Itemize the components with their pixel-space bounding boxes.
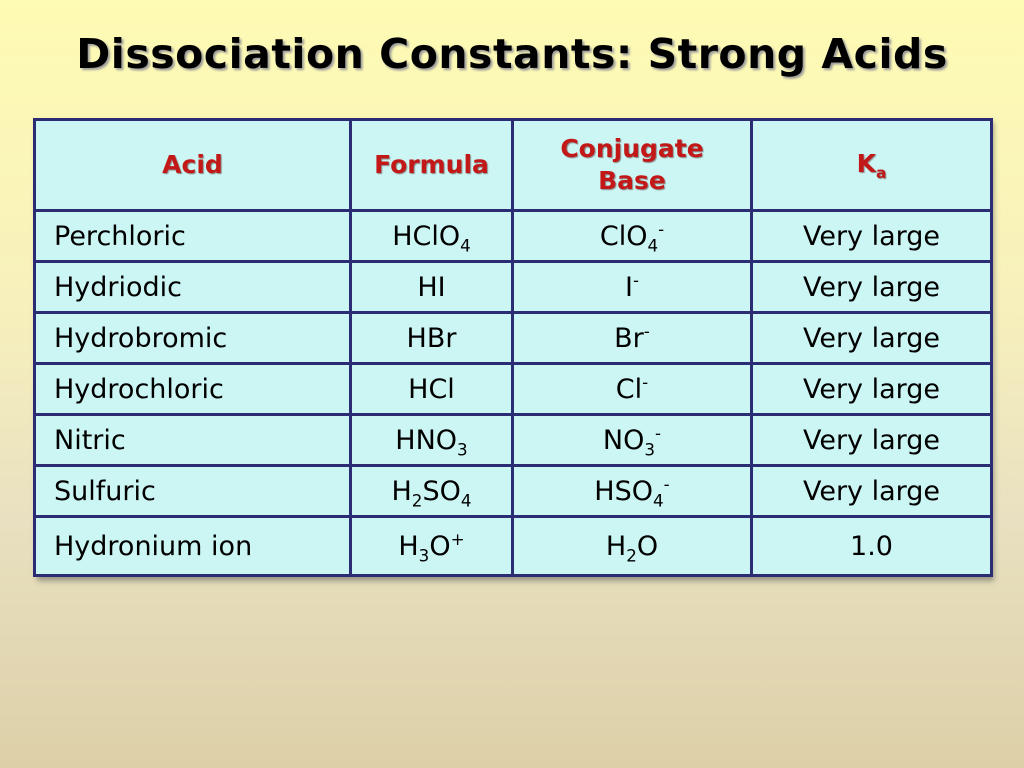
header-ka — [752, 120, 992, 211]
base-segment: HSO — [594, 475, 653, 507]
formula-segment: + — [450, 528, 465, 549]
ka-cell: Very large — [752, 313, 992, 364]
formula-segment: 2 — [411, 489, 423, 510]
header-conjugate-line2: Base — [598, 166, 666, 195]
header-conjugate-base — [513, 120, 752, 211]
formula-segment: HI — [417, 271, 446, 303]
table-row — [35, 415, 992, 466]
conjugate-base-cell — [513, 415, 752, 466]
table-row — [35, 313, 992, 364]
acid-name-cell: Hydriodic — [35, 262, 351, 313]
header-row — [35, 120, 992, 211]
header-formula: Formula — [351, 120, 513, 211]
base-segment: - — [663, 473, 670, 494]
table-body — [35, 211, 992, 576]
ka-cell: Very large — [752, 211, 992, 262]
formula-cell — [351, 211, 513, 262]
base-segment: Br — [614, 322, 644, 354]
base-segment: H — [605, 530, 627, 562]
conjugate-base-cell — [513, 517, 752, 576]
acid-name-cell: Nitric — [35, 415, 351, 466]
base-segment: - — [642, 371, 649, 392]
conjugate-base-cell — [513, 313, 752, 364]
acid-name-cell: Sulfuric — [35, 466, 351, 517]
formula-cell — [351, 262, 513, 313]
ka-cell: Very large — [752, 262, 992, 313]
acid-name-cell: Perchloric — [35, 211, 351, 262]
conjugate-base-cell — [513, 262, 752, 313]
table-row — [35, 211, 992, 262]
formula-segment: HCl — [408, 373, 455, 405]
table-row — [35, 262, 992, 313]
conjugate-base-cell — [513, 364, 752, 415]
table-row — [35, 364, 992, 415]
formula-cell — [351, 415, 513, 466]
base-segment: 2 — [626, 544, 637, 565]
conjugate-base-cell — [513, 211, 752, 262]
base-segment: NO — [602, 424, 645, 456]
formula-segment: H — [398, 530, 419, 562]
conjugate-base-cell — [513, 466, 752, 517]
table-row — [35, 517, 992, 576]
ka-cell: Very large — [752, 415, 992, 466]
formula-segment: HClO — [392, 220, 461, 252]
formula-segment: 4 — [460, 234, 471, 255]
base-segment: - — [658, 218, 665, 239]
formula-segment: HBr — [406, 322, 457, 354]
base-segment: - — [632, 269, 639, 290]
header-ka-sub: a — [875, 163, 887, 182]
base-segment: - — [643, 320, 650, 341]
formula-cell — [351, 466, 513, 517]
header-ka-main: K — [856, 148, 876, 178]
base-segment: 4 — [653, 489, 664, 510]
base-segment: I — [624, 271, 633, 303]
base-segment: ClO — [599, 220, 648, 252]
formula-cell — [351, 517, 513, 576]
formula-cell — [351, 313, 513, 364]
formula-segment: SO — [422, 475, 461, 507]
base-segment: - — [655, 422, 662, 443]
acid-table-container — [33, 118, 990, 577]
acid-name-cell: Hydrochloric — [35, 364, 351, 415]
ka-cell: Very large — [752, 466, 992, 517]
formula-segment: O — [429, 530, 451, 562]
base-segment: 3 — [644, 438, 656, 459]
formula-segment: H — [391, 475, 412, 507]
formula-segment: 3 — [418, 544, 430, 565]
formula-cell — [351, 364, 513, 415]
acid-name-cell: Hydrobromic — [35, 313, 351, 364]
formula-segment: 4 — [460, 489, 472, 510]
table-row — [35, 466, 992, 517]
base-segment: O — [636, 530, 659, 562]
formula-segment: HNO — [395, 424, 458, 456]
slide-title: Dissociation Constants: Strong Acids — [76, 30, 948, 78]
ka-cell: Very large — [752, 364, 992, 415]
formula-segment: 3 — [457, 438, 468, 459]
base-segment: Cl — [615, 373, 643, 405]
acid-name-cell: Hydronium ion — [35, 517, 351, 576]
dissociation-table — [33, 118, 993, 577]
header-acid: Acid — [35, 120, 351, 211]
ka-cell: 1.0 — [752, 517, 992, 576]
base-segment: 4 — [647, 234, 659, 255]
header-conjugate-line1: Conjugate — [560, 134, 704, 163]
